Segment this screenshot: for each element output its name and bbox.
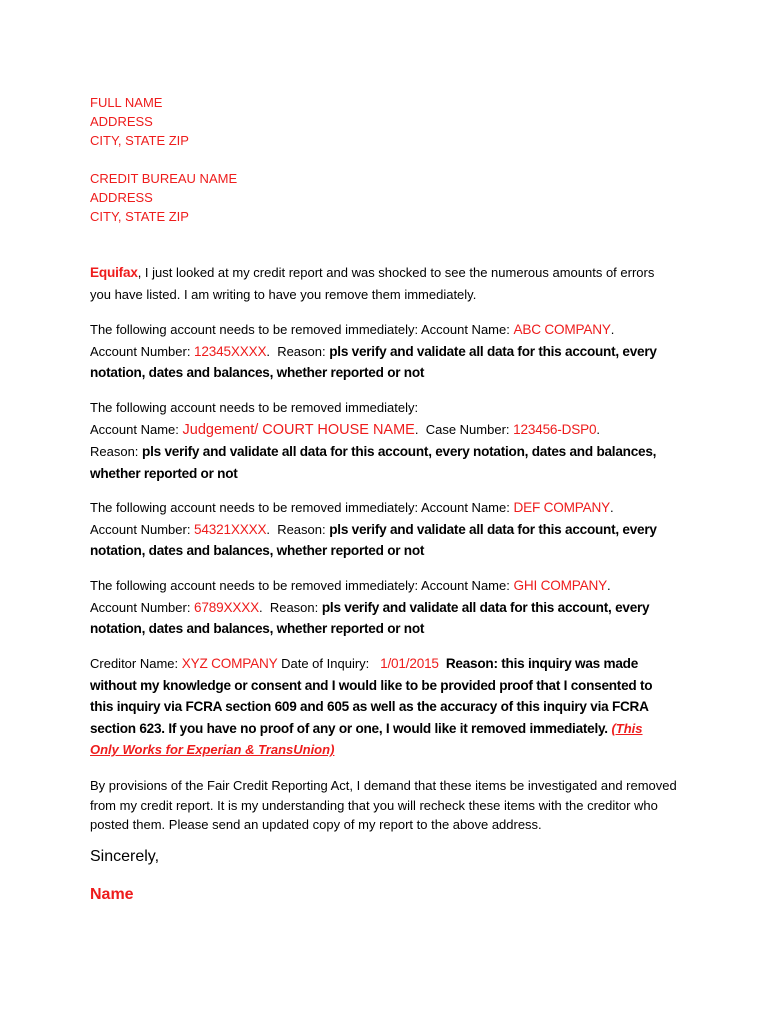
- creditor-name: XYZ COMPANY: [181, 656, 278, 671]
- recipient-bureau-name: CREDIT BUREAU NAME: [90, 171, 238, 186]
- account-name-label: Account Name:: [420, 500, 514, 515]
- reason-label: Reason:: [277, 521, 330, 537]
- demand-paragraph: [90, 776, 680, 835]
- account-number: 6789XXXX: [194, 599, 259, 615]
- reason-text: pls verify and validate all data for this account, every notation, dates and balances, whether reported or not: [90, 521, 657, 559]
- bureau-name: Equifax: [90, 265, 138, 280]
- removal-prefix: The following account needs to be removed immediately:: [90, 322, 421, 337]
- inquiry-reason: Reason: this inquiry was made without my knowledge or consent and I would like to be provided proof that I consented to this inquiry via FCRA section 609 and 605 as well as the accuracy of this inquiry via FCRA section 623. If you have no proof of any or one, I would like it removed immediately.: [90, 656, 656, 736]
- account-name-label: Account Name:: [420, 322, 514, 337]
- account-paragraph-1: [90, 319, 675, 384]
- account-number: 54321XXXX: [194, 521, 267, 537]
- reason-text: pls verify and validate all data for this account, every notation, dates and balances, whether reported or not: [90, 444, 657, 481]
- recipient-city-state-zip: CITY, STATE ZIP: [90, 209, 189, 224]
- period: .: [266, 521, 270, 537]
- reason-text: pls verify and validate all data for this account, every notation, dates and balances, whether reported or not: [90, 599, 650, 637]
- account-paragraph-2: [90, 397, 675, 484]
- period: .: [606, 578, 611, 593]
- case-number-label: Case Number:: [425, 421, 514, 437]
- period: .: [258, 599, 263, 615]
- removal-prefix: The following account needs to be removed immediately:: [90, 578, 421, 593]
- removal-prefix: The following account needs to be removed immediately:: [90, 400, 419, 415]
- period: .: [609, 500, 614, 515]
- sender-address-line: ADDRESS: [90, 114, 153, 129]
- reason-label: Reason:: [90, 444, 143, 460]
- account-name-label: Account Name:: [420, 578, 514, 593]
- closing: Sincerely,: [90, 848, 160, 865]
- reason-label: Reason:: [269, 599, 322, 615]
- period: .: [414, 421, 419, 437]
- intro-paragraph: [90, 262, 665, 305]
- account-number-label: Account Number:: [90, 343, 195, 359]
- inquiry-note: (This Only Works for Experian & TransUnion): [90, 720, 643, 758]
- spacer: [418, 422, 425, 437]
- account-number-label: Account Number:: [90, 521, 195, 537]
- demand-text: By provisions of the Fair Credit Reporting Act, I demand that these items be investigated and removed from my credit report. It is my understanding that you will recheck these items with the creditor who posted them. Please send an updated copy of my report to the above address.: [90, 778, 677, 832]
- reason-label: Reason:: [277, 343, 330, 359]
- recipient-address: [90, 169, 680, 226]
- account-name: Judgement/ COURT HOUSE NAME: [182, 421, 415, 438]
- account-number-label: Account Number:: [90, 599, 195, 615]
- reason-text: pls verify and validate all data for this account, every notation, dates and balances, whether reported or not: [90, 343, 657, 381]
- signature-name: Name: [90, 886, 134, 903]
- inquiry-date: 1/01/2015: [380, 656, 439, 671]
- account-name: GHI COMPANY: [513, 578, 607, 593]
- recipient-address-line: ADDRESS: [90, 190, 153, 205]
- sender-full-name: FULL NAME: [90, 95, 163, 110]
- inquiry-paragraph: [90, 653, 675, 761]
- period: .: [596, 421, 600, 437]
- account-name: ABC COMPANY: [513, 322, 611, 337]
- intro-text: , I just looked at my credit report and was shocked to see the numerous amounts of errors you have listed. I am writing to have you remove them immediately.: [90, 265, 655, 302]
- account-number: 12345XXXX: [194, 343, 267, 359]
- spacer: [263, 600, 270, 615]
- account-paragraph-4: [90, 575, 675, 640]
- inquiry-date-label: Date of Inquiry:: [277, 656, 381, 671]
- creditor-label: Creditor Name:: [90, 656, 182, 671]
- period: .: [610, 322, 615, 337]
- sender-address: [90, 93, 680, 150]
- account-name-label: Account Name:: [90, 421, 183, 437]
- case-number: 123456-DSP0: [513, 421, 597, 437]
- removal-prefix: The following account needs to be removed immediately:: [90, 500, 421, 515]
- account-name: DEF COMPANY: [513, 500, 610, 515]
- sender-city-state-zip: CITY, STATE ZIP: [90, 133, 189, 148]
- account-paragraph-3: [90, 497, 675, 562]
- period: .: [266, 343, 270, 359]
